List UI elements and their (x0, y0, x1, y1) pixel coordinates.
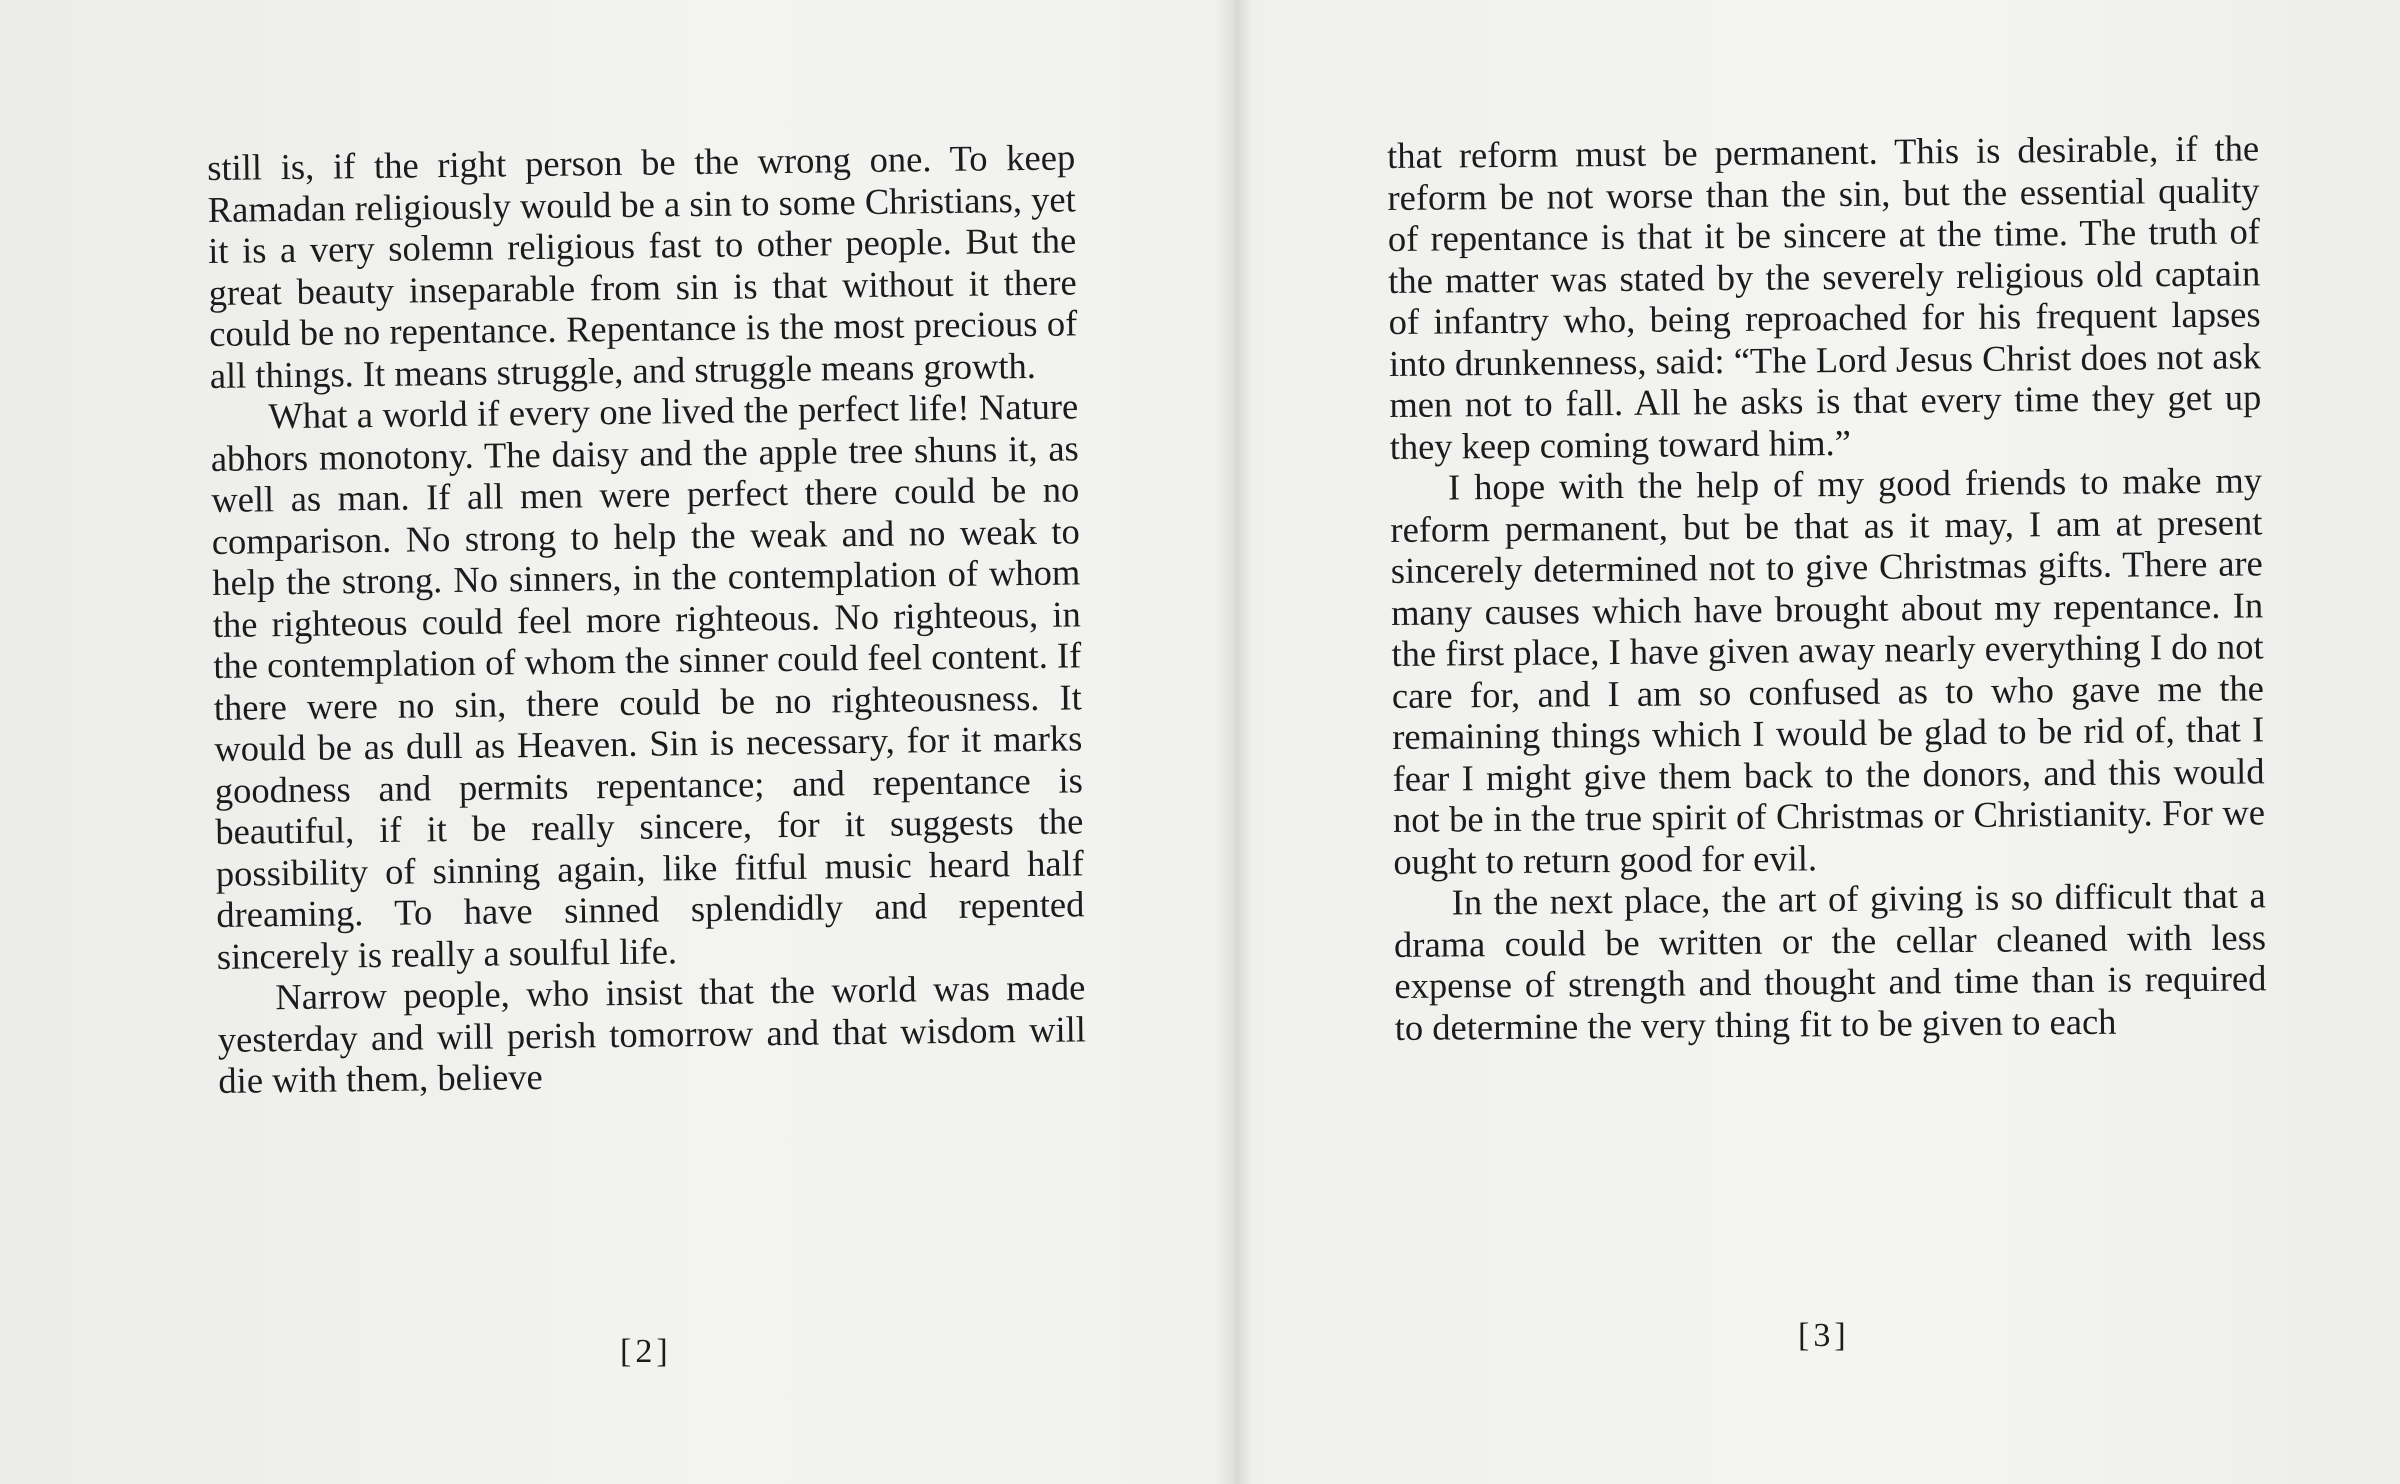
paragraph: In the next place, the art of giving is so difficult that a drama could be written or the cellar cleaned with less expense of strength and thought and time than is required to determine the very thing fit to be given to each (1393, 874, 2267, 1048)
paragraph: Narrow people, who insist that the world was made yesterday and will perish tomorrow and that wisdom will die with them, believe (217, 966, 1087, 1101)
paragraph: still is, if the right person be the wrong one. To keep Ramadan religiously would be a sin to some Christians, yet it is a very solemn religious fast to other people. But the great beauty inseparable from sin is that without it there could be no repentance. Repentance is the most precious of all things. It means struggle, and struggle means growth. (207, 136, 1078, 396)
page-number: [3] (1798, 1317, 1850, 1354)
book-gutter (1218, 0, 1252, 1484)
right-page-text (1387, 127, 2267, 1048)
paragraph: I hope with the help of my good friends to make my reform permanent, but be that as it may, I am at present sincerely determined not to give Christmas gifts. There are many causes which have brought about my repentance. In the first place, I have given away nearly everything I do not care for, and I am so confused as to who gave me the remaining things which I would be glad to be rid of, that I fear I might give them back to the donors, and this would not be in the true spirit of Christmas or Christianity. For we ought to return good for evil. (1390, 459, 2266, 882)
page-number: [2] (620, 1333, 672, 1370)
right-page (1250, 0, 2400, 1484)
paragraph: What a world if every one lived the perfect life! Nature abhors monotony. The daisy and the apple tree shuns it, as well as man. If all men were perfect there could be no comparison. No strong to help the weak and no weak to help the strong. No sinners, in the contemplation of whom the righteous could feel more righteous. No righteous, in the contemplation of whom the sinner could feel content. If there were no sin, there could be no righteousness. It would be as dull as Heaven. Sin is necessary, for it marks goodness and permits repentance; and repentance is beautiful, if it be really sincere, for it suggests the possibility of sinning again, like fitful music heard half dreaming. To have sinned splendidly and repented sincerely is really a soulful life. (210, 385, 1085, 977)
left-page-text (207, 136, 1087, 1101)
paragraph: that reform must be permanent. This is desirable, if the reform be not worse than the sin, but the essential quality of repentance is that it be sincere at the time. The truth of the matter was stated by the severely religious old captain of infantry who, being reproached for his frequent lapses into drunkenness, said: “The Lord Jesus Christ does not ask men not to fall. All he asks is that every time they get up they keep coming toward him.” (1387, 127, 2262, 467)
